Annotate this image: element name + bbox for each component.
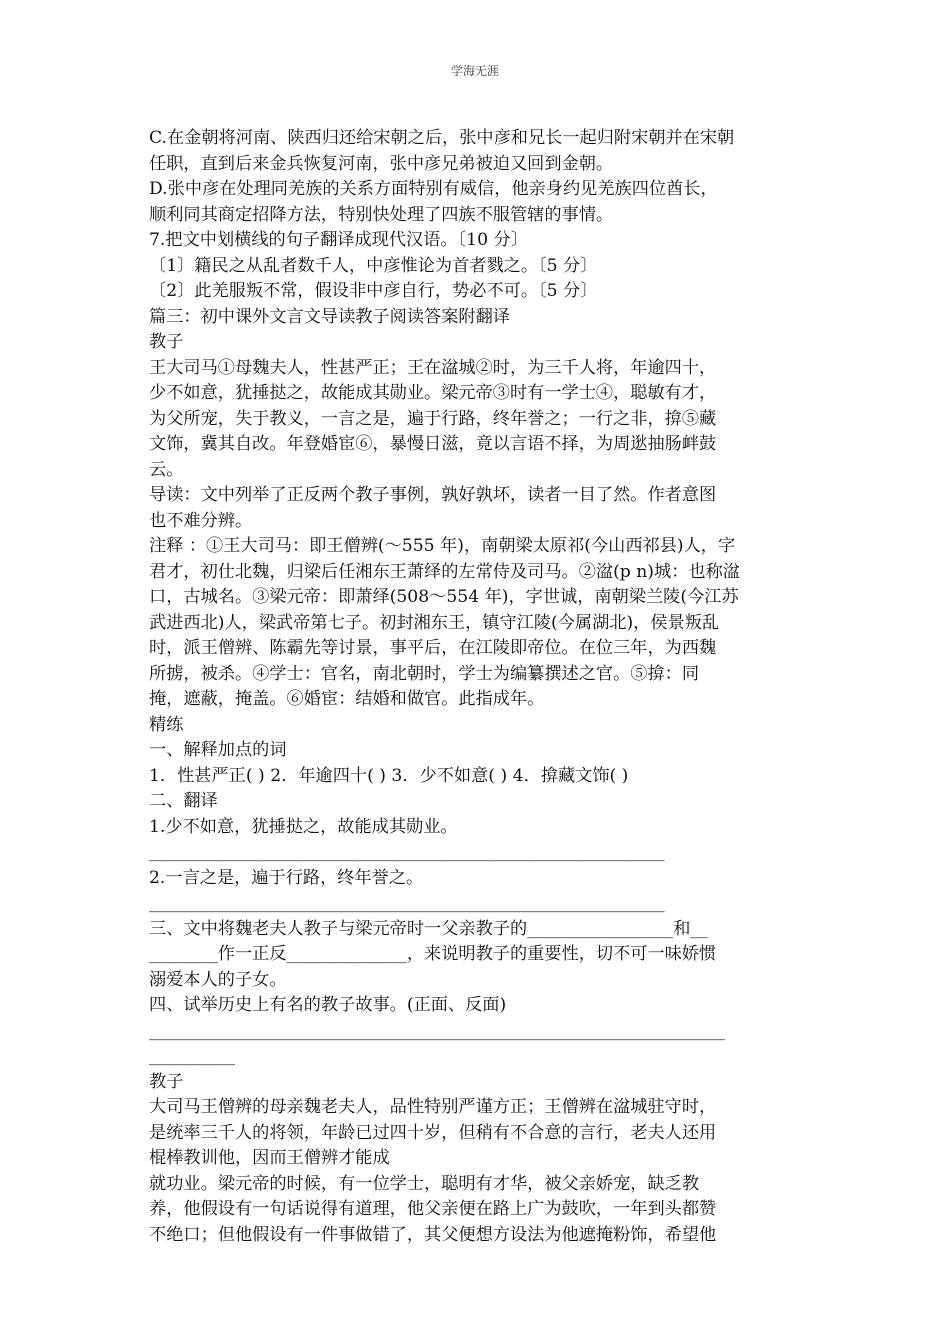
text-line: 不绝口；但他假设有一件事做错了，其父便想方设法为他遮掩粉饰，希望他 xyxy=(149,1224,717,1245)
text-line: 导读：文中列举了正反两个教子事例，孰好孰坏，读者一目了然。作者意图 xyxy=(149,485,717,505)
section-title: 篇三：初中课外文言文导读教子阅读答案附翻译 xyxy=(149,306,510,327)
text-line: 君才，初仕北魏，归梁后任湘东王萧绎的左常侍及司马。②湓(p n)城：也称湓 xyxy=(149,561,740,582)
text-line: 时，派王僧辨、陈霸先等讨景，事平后，在江陵即帝位。在位三年，为西魏 xyxy=(149,638,717,658)
text-line: 2.一言之是，遍于行路，终年誉之。 xyxy=(149,867,424,888)
text-line: 口，古城名。③梁元帝：即萧绎(508～554 年)，字世诚，南朝梁兰陵(今江苏 xyxy=(149,587,739,607)
text-line: 也不难分辨。 xyxy=(149,510,253,531)
page-header: 学海无涯 xyxy=(450,64,499,78)
exercise-heading: 一、解释加点的词 xyxy=(149,740,287,760)
answer-blank: __________ xyxy=(149,1046,235,1066)
document-body xyxy=(149,126,801,1248)
text-line: 大司马王僧辨的母亲魏老夫人，品性特别严谨方正；王僧辨在湓城驻守时， xyxy=(149,1097,717,1117)
question-7: 7.把文中划横线的句子翻译成现代汉语。〔10 分〕 xyxy=(149,230,528,250)
answer-blank: ____________________________________________________________ xyxy=(149,893,665,913)
text-line: 少不如意，犹捶挞之，故能成其勋业。梁元帝③时有一学士④，聪敏有才， xyxy=(149,383,717,403)
text-line: 任职，直到后来金兵恢复河南，张中彦兄弟被迫又回到金朝。 xyxy=(149,153,614,174)
text-line: 王大司马①母魏夫人，性甚严正；王在湓城②时，为三千人将，年逾四十， xyxy=(149,357,717,378)
text-line: 四、试举历史上有名的教子故事。(正面、反面) xyxy=(149,995,507,1015)
answer-blank: ____________________________________________________________ xyxy=(149,842,665,862)
text-line: 是统率三千人的将领，年龄已过四十岁，但稍有不合意的言行，老夫人还用 xyxy=(149,1122,717,1143)
text-line: 所掳，被杀。④学士：官名，南北朝时，学士为编纂撰述之官。⑤揜：同 xyxy=(149,663,700,684)
exercise-heading: 二、翻译 xyxy=(149,791,218,811)
text-line: 武进西北)人，梁武帝第七子。初封湘东王，镇守江陵(今属湖北)，侯景叛乱 xyxy=(149,612,720,633)
passage-title: 教子 xyxy=(149,1071,184,1092)
text-line: 顺利同其商定招降方法，特别快处理了四族不服管辖的事情。 xyxy=(149,204,614,225)
text-line: 溺爱本人的子女。 xyxy=(149,969,287,990)
text-line: 〔1〕籍民之从乱者数千人，中彦惟论为首者戮之。〔5 分〕 xyxy=(149,255,598,276)
text-line: 就功业。梁元帝的时候，有一位学士，聪明有才华，被父亲娇宠，缺乏教 xyxy=(149,1173,700,1194)
passage-title: 教子 xyxy=(149,332,184,352)
text-line: C.在金朝将河南、陕西归还给宋朝之后，张中彦和兄长一起归附宋朝并在宋朝 xyxy=(149,128,735,148)
text-line: 文饰，冀其自改。年登婚宦⑥，暴慢日滋，竟以言语不择，为周逖抽肠衅鼓 xyxy=(149,434,717,454)
text-line: ________作一正反______________，来说明教子的重要性，切不可一味娇惯 xyxy=(149,944,717,964)
text-line: 1．性甚严正( ) 2．年逾四十( ) 3．少不如意( ) 4．揜藏文饰( ) xyxy=(149,765,629,786)
text-line: 为父所宠，失于教义，一言之是，遍于行路，终年誉之；一行之非，揜⑤藏 xyxy=(149,408,717,429)
exercise-heading: 精练 xyxy=(149,714,184,735)
text-line: 1.少不如意，犹捶挞之，故能成其勋业。 xyxy=(149,816,458,837)
answer-blank: ___________________________________________________________________ xyxy=(149,1020,725,1041)
text-line: 云。 xyxy=(149,459,184,480)
text-line: 注释 ：①王大司马：即王僧辨(～555 年)，南朝梁太原祁(今山西祁县)人，字 xyxy=(149,536,736,556)
text-line: 〔2〕此羌服叛不常，假设非中彦自行，势必不可。〔5 分〕 xyxy=(149,281,598,301)
text-line: 养，他假设有一句话说得有道理，他父亲便在路上广为鼓吹，一年到头都赞 xyxy=(149,1199,717,1219)
text-line: 掩，遮蔽，掩盖。⑥婚宦：结婚和做官。此指成年。 xyxy=(149,689,545,709)
text-line: 三、文中将魏老夫人教子与梁元帝时一父亲教子的_________________和__ xyxy=(149,918,708,939)
text-line: 棍棒教训他，因而王僧辨才能成 xyxy=(149,1148,390,1168)
text-line: D.张中彦在处理同羌族的关系方面特别有威信，他亲身约见羌族四位酋长， xyxy=(149,179,718,199)
